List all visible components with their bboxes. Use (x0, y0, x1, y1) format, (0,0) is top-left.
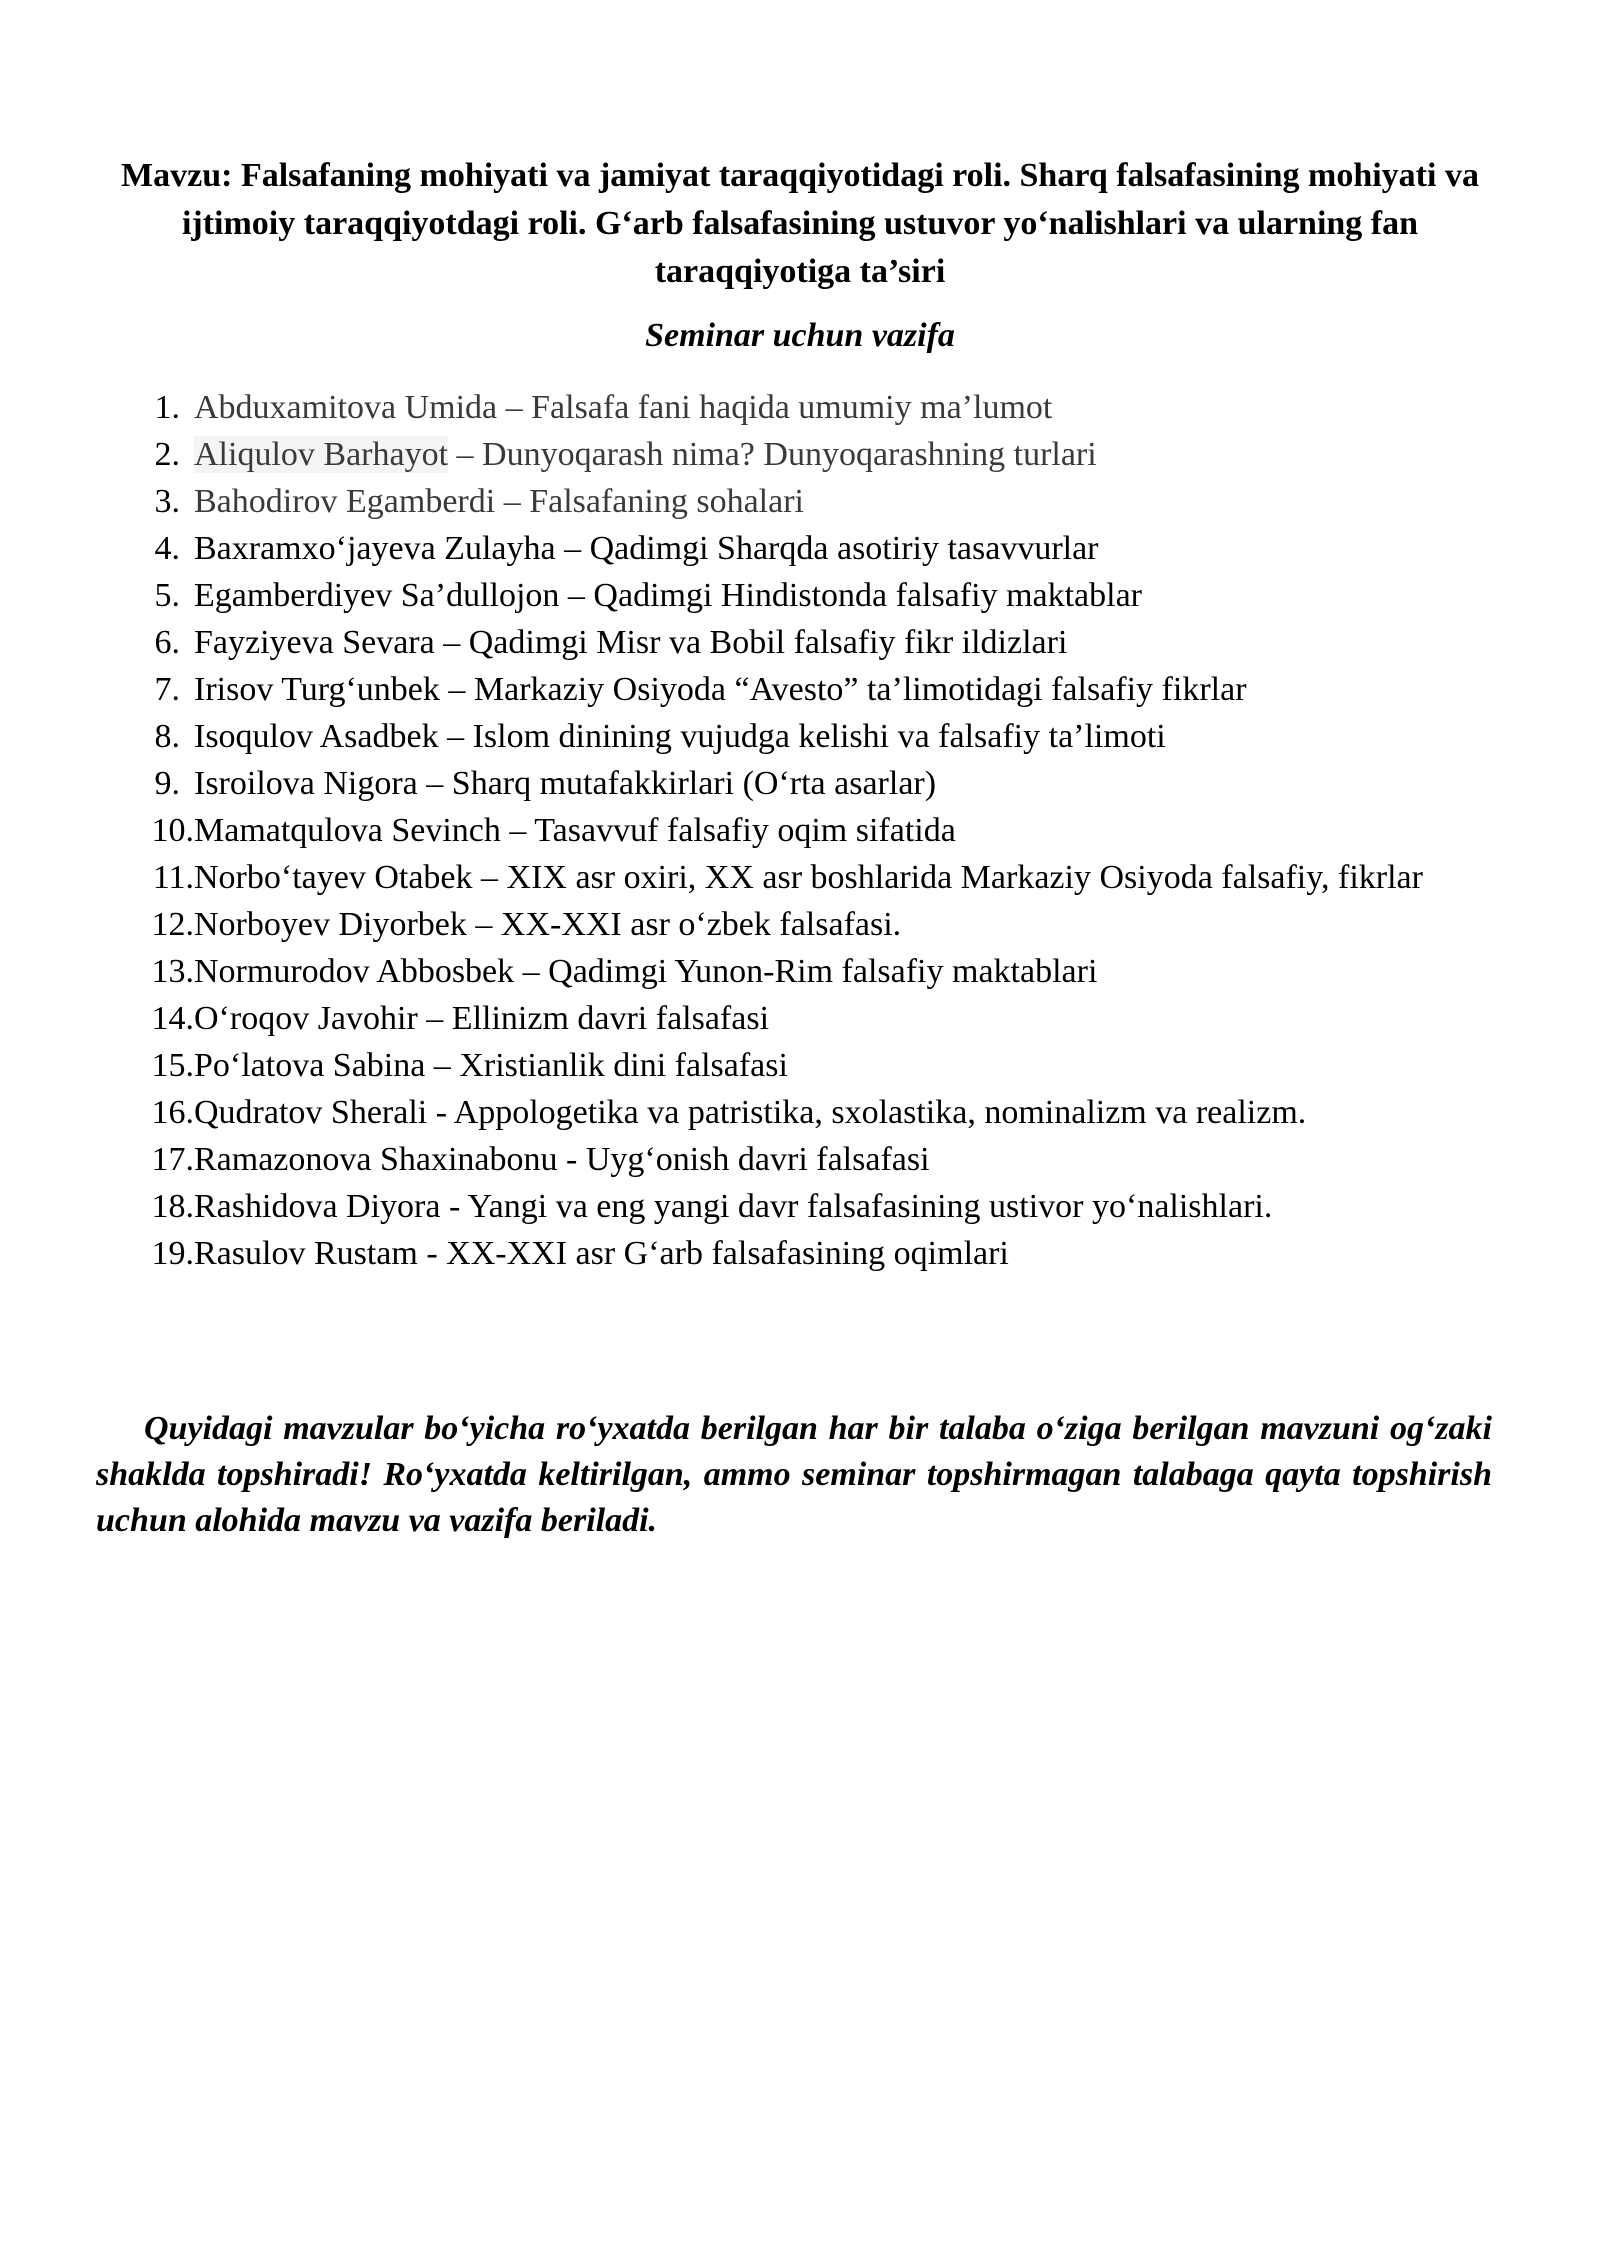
task-item (130, 1230, 1510, 1277)
task-student-name: Po‘latova Sabina (194, 1047, 426, 1084)
task-separator: – (472, 859, 507, 896)
task-text (194, 1136, 1510, 1183)
task-number: 2. (154, 436, 180, 473)
task-separator: – (559, 577, 594, 614)
task-topic: Dunyoqarash nima? Dunyoqarashning turlari (482, 436, 1097, 473)
task-text (194, 807, 1510, 854)
task-topic: Qadimgi Sharqda asotiriy tasavvurlar (589, 530, 1099, 567)
task-text (194, 1089, 1510, 1136)
task-separator: - (440, 1188, 468, 1225)
task-student-name: Egamberdiyev Sa’dullojon (194, 577, 560, 614)
task-separator: – (514, 953, 549, 990)
task-text (194, 1230, 1510, 1277)
task-topic: XIX asr oxiri, XX asr boshlarida Markaziy Osiyoda falsafiy, fikrlar (506, 859, 1423, 896)
task-list (130, 384, 1510, 1277)
task-number: 5. (154, 577, 180, 614)
task-text (194, 478, 1510, 525)
task-separator: – (495, 483, 530, 520)
task-topic: Qadimgi Misr va Bobil falsafiy fikr ildizlari (468, 624, 1068, 661)
task-text (194, 384, 1510, 431)
task-student-name: Normurodov Abbosbek (194, 953, 515, 990)
task-separator: - (427, 1094, 454, 1131)
task-separator: – (417, 765, 452, 802)
task-topic: Xristianlik dini falsafasi (459, 1047, 788, 1084)
task-separator: – (466, 906, 501, 943)
task-item (130, 760, 1510, 807)
task-item (130, 1042, 1510, 1089)
task-text (194, 854, 1510, 901)
task-item (130, 525, 1510, 572)
task-text (194, 760, 1510, 807)
task-student-name: O‘roqov Javohir (194, 1000, 418, 1037)
task-student-name: Bahodirov Egamberdi (194, 483, 496, 520)
task-text (194, 948, 1510, 995)
task-student-name: Mamatqulova Sevinch (194, 812, 501, 849)
task-number: 17. (151, 1141, 194, 1178)
task-student-name: Isroilova Nigora (194, 765, 418, 802)
task-text (194, 901, 1510, 948)
task-number: 14. (151, 1000, 194, 1037)
task-topic: Yangi va eng yangi davr falsafasining ustivor yo‘nalishlari. (467, 1188, 1273, 1225)
task-topic: Tasavvuf falsafiy oqim sifatida (534, 812, 956, 849)
task-text (194, 1183, 1510, 1230)
task-item (130, 666, 1510, 713)
task-topic: Islom dinining vujudga kelishi va falsafiy ta’limoti (472, 718, 1166, 755)
document-subtitle: Seminar uchun vazifa (645, 317, 955, 354)
task-number: 9. (154, 765, 180, 802)
instructions-note: Quyidagi mavzular bo‘yicha ro‘yxatda berilgan har bir talaba o‘ziga berilgan mavzuni og‘zaki shaklda topshiradi! Ro‘yxatda keltirilgan, ammo seminar topshirmagan talabaga qayta topshirish uchun alohida mavzu va vazifa beriladi. (96, 1410, 1492, 1539)
task-text (194, 619, 1510, 666)
task-text (194, 525, 1510, 572)
task-student-name: Qudratov Sherali (194, 1094, 428, 1131)
task-number: 15. (151, 1047, 194, 1084)
document-title: Mavzu: Falsafaning mohiyati va jamiyat taraqqiyotidagi roli. Sharq falsafasining mohiyati va ijtimoiy taraqqiyotdagi roli. G‘arb falsafasining ustuvor yo‘nalishlari va ularning fan taraqqiyotiga ta’siri (121, 157, 1479, 290)
task-number: 16. (151, 1094, 194, 1131)
task-number: 1. (154, 389, 180, 426)
task-text (194, 995, 1510, 1042)
task-student-name: Irisov Turg‘unbek (194, 671, 440, 708)
task-text (194, 572, 1510, 619)
task-number: 6. (154, 624, 180, 661)
task-separator: – (438, 718, 473, 755)
task-number: 3. (154, 483, 180, 520)
task-number: 19. (151, 1235, 194, 1272)
task-separator: – (417, 1000, 452, 1037)
task-text (194, 1042, 1510, 1089)
task-student-name: Ramazonova Shaxinabonu (194, 1141, 558, 1178)
task-student-name: Fayziyeva Sevara (194, 624, 435, 661)
task-number: 10. (151, 812, 194, 849)
task-separator: – (500, 812, 535, 849)
task-separator: – (448, 436, 483, 473)
task-text (194, 431, 1510, 478)
task-item (130, 713, 1510, 760)
task-item (130, 1089, 1510, 1136)
task-separator: – (434, 624, 469, 661)
task-topic: XX-XXI asr G‘arb falsafasining oqimlari (446, 1235, 1009, 1272)
task-student-name: Isoqulov Asadbek (194, 718, 439, 755)
task-item (130, 384, 1510, 431)
task-topic: XX-XXI asr o‘zbek falsafasi. (500, 906, 902, 943)
task-separator: – (425, 1047, 460, 1084)
task-number: 7. (154, 671, 180, 708)
task-item (130, 995, 1510, 1042)
task-separator: – (497, 389, 532, 426)
task-separator: - (417, 1235, 447, 1272)
task-item (130, 901, 1510, 948)
task-topic: Uyg‘onish davri falsafasi (585, 1141, 930, 1178)
task-number: 4. (154, 530, 180, 567)
task-separator: - (557, 1141, 586, 1178)
task-text (194, 666, 1510, 713)
task-topic: Falsafa fani haqida umumiy ma’lumot (531, 389, 1053, 426)
task-number: 18. (151, 1188, 194, 1225)
task-student-name: Baxramxo‘jayeva Zulayha (194, 530, 556, 567)
task-student-name: Rashidova Diyora (194, 1188, 441, 1225)
task-text (194, 713, 1510, 760)
task-item (130, 807, 1510, 854)
task-topic: Appologetika va patristika, sxolastika, nominalizm va realizm. (453, 1094, 1307, 1131)
task-item (130, 478, 1510, 525)
task-item (130, 572, 1510, 619)
task-number: 8. (154, 718, 180, 755)
task-student-name: Abduxamitova Umida (194, 389, 498, 426)
task-topic: Falsafaning sohalari (529, 483, 804, 520)
task-topic: Qadimgi Hindistonda falsafiy maktablar (593, 577, 1143, 614)
task-topic: Markaziy Osiyoda “Avesto” ta’limotidagi falsafiy fikrlar (473, 671, 1247, 708)
task-student-name: Norbo‘tayev Otabek (194, 859, 473, 896)
task-number: 11. (152, 859, 194, 896)
task-item (130, 619, 1510, 666)
task-topic: Ellinizm davri falsafasi (451, 1000, 770, 1037)
task-student-name: Rasulov Rustam (194, 1235, 418, 1272)
task-topic: Sharq mutafakkirlari (O‘rta asarlar) (451, 765, 937, 802)
task-topic: Qadimgi Yunon-Rim falsafiy maktablari (548, 953, 1098, 990)
task-item (130, 431, 1510, 478)
task-number: 13. (151, 953, 194, 990)
task-separator: – (439, 671, 474, 708)
task-separator: – (555, 530, 590, 567)
task-item (130, 1183, 1510, 1230)
task-item (130, 854, 1510, 901)
task-student-name: Norboyev Diyorbek (194, 906, 467, 943)
task-item (130, 1136, 1510, 1183)
task-student-name: Aliqulov Barhayot (194, 436, 449, 473)
task-item (130, 948, 1510, 995)
task-number: 12. (151, 906, 194, 943)
